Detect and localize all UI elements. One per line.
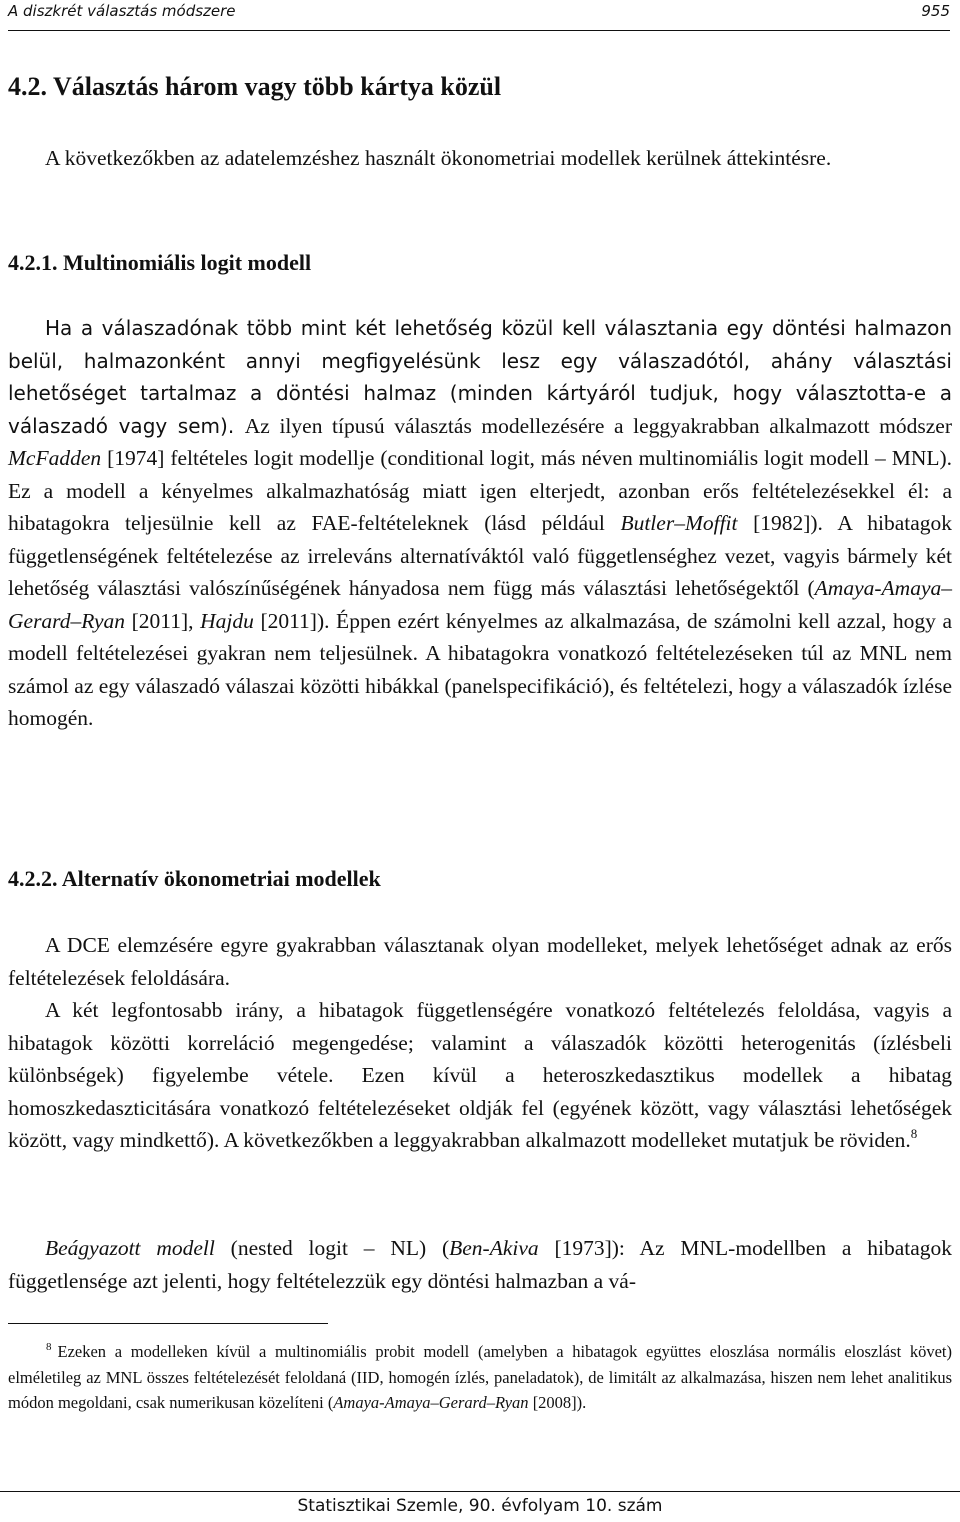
footnote-divider	[8, 1323, 328, 1324]
footnote-text: Ezeken a modelleken kívül a multinomiális probit modell (amelyben a hibatagok együttes eloszlása normális eloszlást követ) elméletileg az MNL összes feltételezését feloldaná (IID, homogén ízlés, paneladatok), de limitált az alkalmazása, hiszen nem lehet analitikus módon megoldani, csak numerikusan közelíteni (	[8, 1342, 952, 1412]
alt-p2-text: A két legfontosabb irány, a hibatagok függetlenségére vonatkozó feltételezés feloldása, vagyis a hibatagok közötti korreláció megengedése; valamint a válaszadók közötti heterogenitás (ízlésbeli különbségek) figyelembe vétele. Ezen kívül a heteroszkedasztikus modellek a hibatag homoszkedaszticitására vonatkozó feltételezéseket oldják fel (egyének között, vagy választási lehetőségek között, vagy mindkettő). A következőkben a leggyakrabban alkalmazott modelleket mutatjuk be röviden.	[8, 998, 952, 1152]
subsection-heading-1: 4.2.1. Multinomiális logit modell	[8, 250, 312, 275]
mnl-paragraph-2	[8, 414, 952, 731]
mnl-p2-b: [1974] feltételes logit modellje (conditional logit, más néven multinomiális logit modell – MNL). Ez a modell a kényelmes alkalmazhatóság miatt igen elterjedt, azonban erős feltételezésekkel él: a hibatagokra teljesülnie kell az FAE-feltételeknek (lásd például	[8, 446, 953, 535]
footnote-reference: 8	[910, 1126, 918, 1141]
footnote-tail: [2008]).	[532, 1393, 587, 1412]
intro-paragraph: A következőkben az adatelemzéshez használt ökonometriai modellek kerülnek áttekintésre.	[45, 146, 832, 170]
alt-paragraph-2	[8, 994, 952, 1157]
citation-ben-akiva: Ben-Akiva	[449, 1236, 539, 1260]
running-footer	[0, 1491, 960, 1522]
citation-amaya-2011: Amaya-Amaya–Gerard–Ryan	[8, 576, 952, 633]
mnl-p1-text: Ha a válaszadónak több mint két lehetőség közül kell választania egy döntési halmazon belül, halmazonként annyi megfigyelésünk lesz egy válaszadótól, ahány választási lehetőséget tartalmaz a döntési halmaz (minden kártyáról tudjuk, hogy választotta-e a válaszadó vagy sem).	[8, 316, 952, 438]
term-nested-model: Beágyazott modell	[45, 1236, 215, 1260]
alt-paragraph-1: A DCE elemzésére egyre gyakrabban választanak olyan modelleket, melyek lehetőséget adnak az erős feltételezések feloldására.	[8, 933, 952, 990]
subsection-heading-2: 4.2.2. Alternatív ökonometriai modellek	[8, 866, 381, 891]
mnl-p2-e: [2011]). Éppen ezért kényelmes az alkalmazása, de számolni kell azzal, hogy a modell feltételezései gyakran nem teljesülnek. A hibatagokra vonatkozó feltételezéseken túl az MNL nem számol az egy válaszadó válaszai közötti hibákkal (panelspecifikáció), és feltételezi, hogy a válaszadók ízlése homogén.	[8, 608, 953, 730]
citation-mcfadden: McFadden	[8, 446, 102, 470]
mnl-p2-d: [2011],	[131, 608, 194, 633]
footer-journal: Statisztikai Szemle, 90. évfolyam 10. szám	[297, 1496, 663, 1516]
running-header	[8, 0, 950, 31]
citation-butler-moffit: Butler–Moffit	[620, 511, 738, 535]
alt-p3-a: (nested logit – NL) (	[230, 1236, 450, 1260]
footnote	[8, 1339, 952, 1416]
footnote-citation: Amaya-Amaya–Gerard–Ryan	[333, 1393, 529, 1412]
mnl-paragraph-1	[8, 312, 952, 735]
section-heading: 4.2. Választás három vagy több kártya közül	[8, 72, 502, 101]
page-number: 955	[921, 2, 950, 20]
mnl-p2-c: [1982]). A hibatagok függetlenségének feltételezése az irreleváns alternatíváktól való függetlenséghez vezet, vagyis bármely két lehetőség választási valószínűségének hányadosa nem függ más választási lehetőségektől (	[8, 511, 953, 600]
alt-p3-b: [1973]): Az MNL-modellben a hibatagok függetlensége azt jelenti, hogy feltételezzük egy döntési halmazban a vá-	[8, 1236, 953, 1293]
header-title: A diszkrét választás módszere	[8, 2, 236, 20]
mnl-p2-a: Az ilyen típusú választás modellezésére a leggyakrabban alkalmazott módszer	[244, 413, 953, 438]
alt-paragraph-3	[8, 1232, 952, 1297]
citation-hajdu: Hajdu	[200, 608, 254, 633]
footnote-number: 8	[46, 1341, 52, 1353]
